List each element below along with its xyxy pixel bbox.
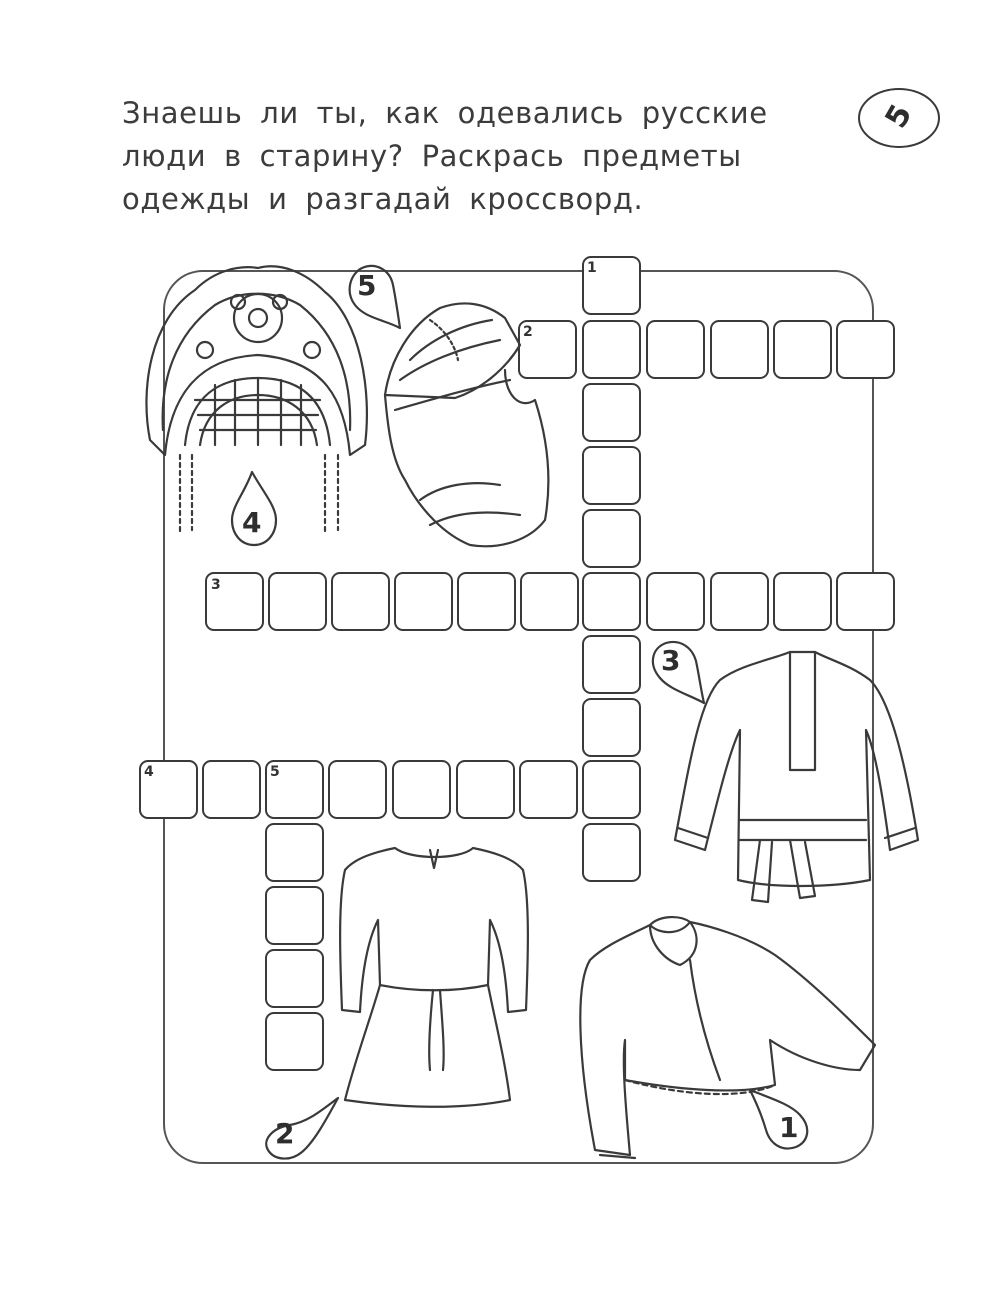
crossword-cell[interactable] xyxy=(582,509,641,568)
crossword-cell[interactable] xyxy=(265,949,324,1008)
crossword-cell[interactable] xyxy=(328,760,387,819)
crossword-cell[interactable] xyxy=(773,572,832,631)
crossword-cell[interactable] xyxy=(582,383,641,442)
crossword-cell[interactable] xyxy=(265,1012,324,1071)
crossword-cell[interactable] xyxy=(456,760,515,819)
headscarf-number: 5 xyxy=(357,269,377,302)
crossword-cell[interactable] xyxy=(582,760,641,819)
crossword-cell[interactable] xyxy=(392,760,451,819)
crossword-cell[interactable] xyxy=(646,320,705,379)
crossword-cell[interactable] xyxy=(457,572,516,631)
page-number-badge xyxy=(858,88,940,148)
blouse-number: 1 xyxy=(779,1111,799,1144)
crossword-cell[interactable] xyxy=(265,823,324,882)
crossword-cell[interactable] xyxy=(646,572,705,631)
crossword-cell[interactable] xyxy=(836,572,895,631)
instruction-line-3: одежды и разгадай кроссворд. xyxy=(122,182,644,216)
kosovorotka-number: 3 xyxy=(661,644,681,677)
crossword-cell[interactable] xyxy=(331,572,390,631)
kokoshnik-number: 4 xyxy=(242,506,262,539)
crossword-cell[interactable] xyxy=(394,572,453,631)
crossword-cell[interactable] xyxy=(582,320,641,379)
crossword-cell[interactable] xyxy=(202,760,261,819)
crossword-cell[interactable] xyxy=(265,886,324,945)
crossword-cell[interactable] xyxy=(836,320,895,379)
crossword-cell[interactable] xyxy=(773,320,832,379)
instruction-text xyxy=(122,92,768,221)
crossword-cell[interactable] xyxy=(582,572,641,631)
long-shirt-number: 2 xyxy=(275,1117,295,1150)
crossword-cell[interactable] xyxy=(519,760,578,819)
crossword-cell[interactable] xyxy=(582,446,641,505)
crossword-cell[interactable] xyxy=(710,320,769,379)
crossword-cell[interactable] xyxy=(520,572,579,631)
crossword-cell[interactable] xyxy=(268,572,327,631)
page-number: 5 xyxy=(878,98,920,135)
crossword-cell[interactable] xyxy=(582,823,641,882)
clue-number-1: 1 xyxy=(587,260,597,276)
crossword-cell[interactable] xyxy=(582,635,641,694)
instruction-line-2: люди в старину? Раскрась предметы xyxy=(122,139,742,173)
crossword-cell[interactable] xyxy=(582,698,641,757)
clue-number-5: 5 xyxy=(270,764,280,780)
crossword-cell[interactable] xyxy=(710,572,769,631)
clue-number-3: 3 xyxy=(211,577,221,593)
clue-number-2: 2 xyxy=(523,324,533,340)
instruction-line-1: Знаешь ли ты, как одевались русские xyxy=(122,96,768,130)
clue-number-4: 4 xyxy=(144,764,154,780)
